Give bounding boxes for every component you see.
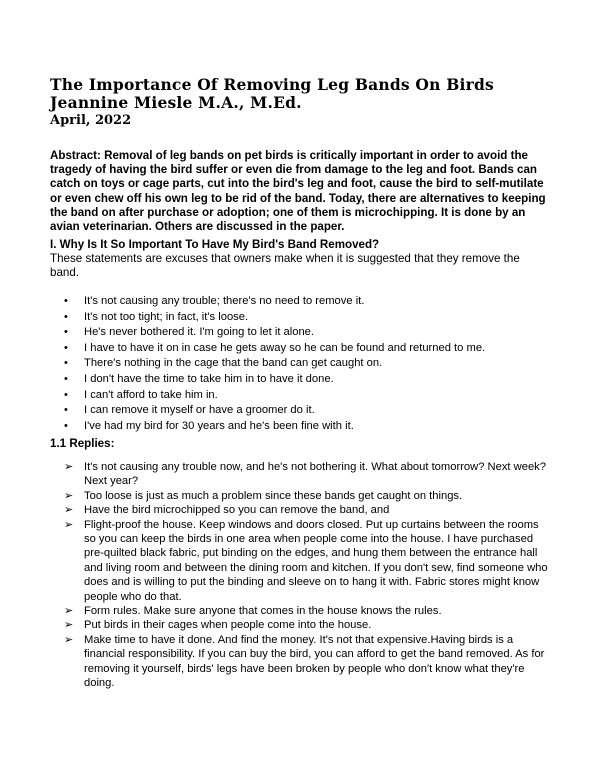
date-line: April, 2022 — [50, 113, 132, 128]
list-item — [50, 518, 550, 604]
list-item — [50, 310, 550, 326]
list-item-text: Make time to have it done. And find the money. It's not that expensive.Having birds is a financial responsibility. If you can buy the bird, you can afford to get the band removed. As for removing it yourself, birds' legs have been broken by people who don't know what they're doing. — [84, 633, 545, 690]
list-item-text: I can't afford to take him in. — [84, 388, 218, 401]
list-item — [50, 460, 550, 489]
bullet-icon: • — [64, 388, 68, 401]
bullet-icon: • — [64, 341, 68, 354]
bullet-icon: • — [64, 326, 68, 339]
title-block — [50, 76, 550, 129]
arrow-bullet-icon: ➢ — [64, 619, 74, 632]
list-item-text: Too loose is just as much a problem since these bands get caught on things. — [84, 489, 463, 502]
list-item-text: He's never bothered it. I'm going to let it alone. — [84, 326, 315, 339]
list-item — [50, 618, 550, 632]
list-item-text: It's not causing any trouble now, and he's not bothering it. What about tomorrow? Next week? Next year? — [84, 461, 546, 488]
list-item-text: Put birds in their cages when people come into the house. — [84, 619, 372, 632]
list-item — [50, 356, 550, 372]
section-1-heading: I. Why Is It So Important To Have My Bird's Band Removed? — [50, 238, 380, 251]
list-item-text: I've had my bird for 30 years and he's been fine with it. — [84, 419, 354, 432]
list-item — [50, 403, 550, 419]
list-item — [50, 341, 550, 357]
bullet-icon: • — [64, 310, 68, 323]
document-title: The Importance Of Removing Leg Bands On Birds — [50, 75, 494, 94]
list-item-text: I have to have it on in case he gets away so he can be found and returned to me. — [84, 341, 486, 354]
list-item-text: I can remove it myself or have a groomer do it. — [84, 404, 315, 417]
list-item — [50, 633, 550, 691]
bullet-icon: • — [64, 372, 68, 385]
arrow-bullet-icon: ➢ — [64, 504, 74, 517]
section-1 — [50, 238, 550, 281]
list-item — [50, 372, 550, 388]
list-item — [50, 604, 550, 618]
bullet-icon: • — [64, 295, 68, 307]
bullet-icon: • — [64, 404, 68, 417]
bullet-icon: • — [64, 357, 68, 370]
author-line: Jeannine Miesle M.A., M.Ed. — [50, 93, 302, 112]
list-item-text: It's not causing any trouble; there's no need to remove it. — [84, 295, 365, 307]
arrow-bullet-icon: ➢ — [64, 518, 74, 531]
replies-heading: 1.1 Replies: — [50, 437, 115, 450]
arrow-bullet-icon: ➢ — [64, 633, 74, 646]
list-item — [50, 325, 550, 341]
arrow-bullet-icon: ➢ — [64, 489, 74, 502]
replies-list — [50, 460, 550, 691]
list-item-text: Have the bird microchipped so you can remove the band, and — [84, 504, 390, 517]
arrow-bullet-icon: ➢ — [64, 461, 74, 473]
list-item — [50, 489, 550, 503]
list-item — [50, 294, 550, 310]
list-item — [50, 503, 550, 517]
abstract-paragraph: Abstract: Removal of leg bands on pet birds is critically important in order to avoid the tragedy of having the bird suffer or even die from damage to the leg and foot. Bands can catch on toys or cage parts, cut into the bird's leg and foot, cause the bird to self-mutilate or even chew off his own leg to be rid of the band. Today, there are alternatives to keeping the band on after purchase or adoption; one of them is microchipping. It is done by an avian veterinarian. Others are discussed in the paper. — [50, 149, 546, 234]
excuses-list — [50, 294, 550, 434]
list-item-text: There's nothing in the cage that the band can get caught on. — [84, 357, 383, 370]
arrow-bullet-icon: ➢ — [64, 605, 74, 618]
section-1-intro: These statements are excuses that owners make when it is suggested that they remove the band. — [50, 252, 520, 280]
list-item-text: I don't have the time to take him in to have it done. — [84, 372, 334, 385]
list-item — [50, 388, 550, 404]
list-item-text: Form rules. Make sure anyone that comes in the house knows the rules. — [84, 605, 442, 618]
list-item — [50, 419, 550, 435]
list-item-text: It's not too tight; in fact, it's loose. — [84, 310, 249, 323]
list-item-text: Flight-proof the house. Keep windows and doors closed. Put up curtains between the rooms so you can keep the birds in one area when people come into the house. I have purchased pre-quilted black fabric, put binding on the edges, and hung them between the entrance hall and living room and between the dining room and kitchen. If you don't sew, find someone who does and is willing to put the binding and sleeve on to hang it with. Fabric stores might know people who do that. — [84, 518, 548, 603]
bullet-icon: • — [64, 419, 68, 432]
